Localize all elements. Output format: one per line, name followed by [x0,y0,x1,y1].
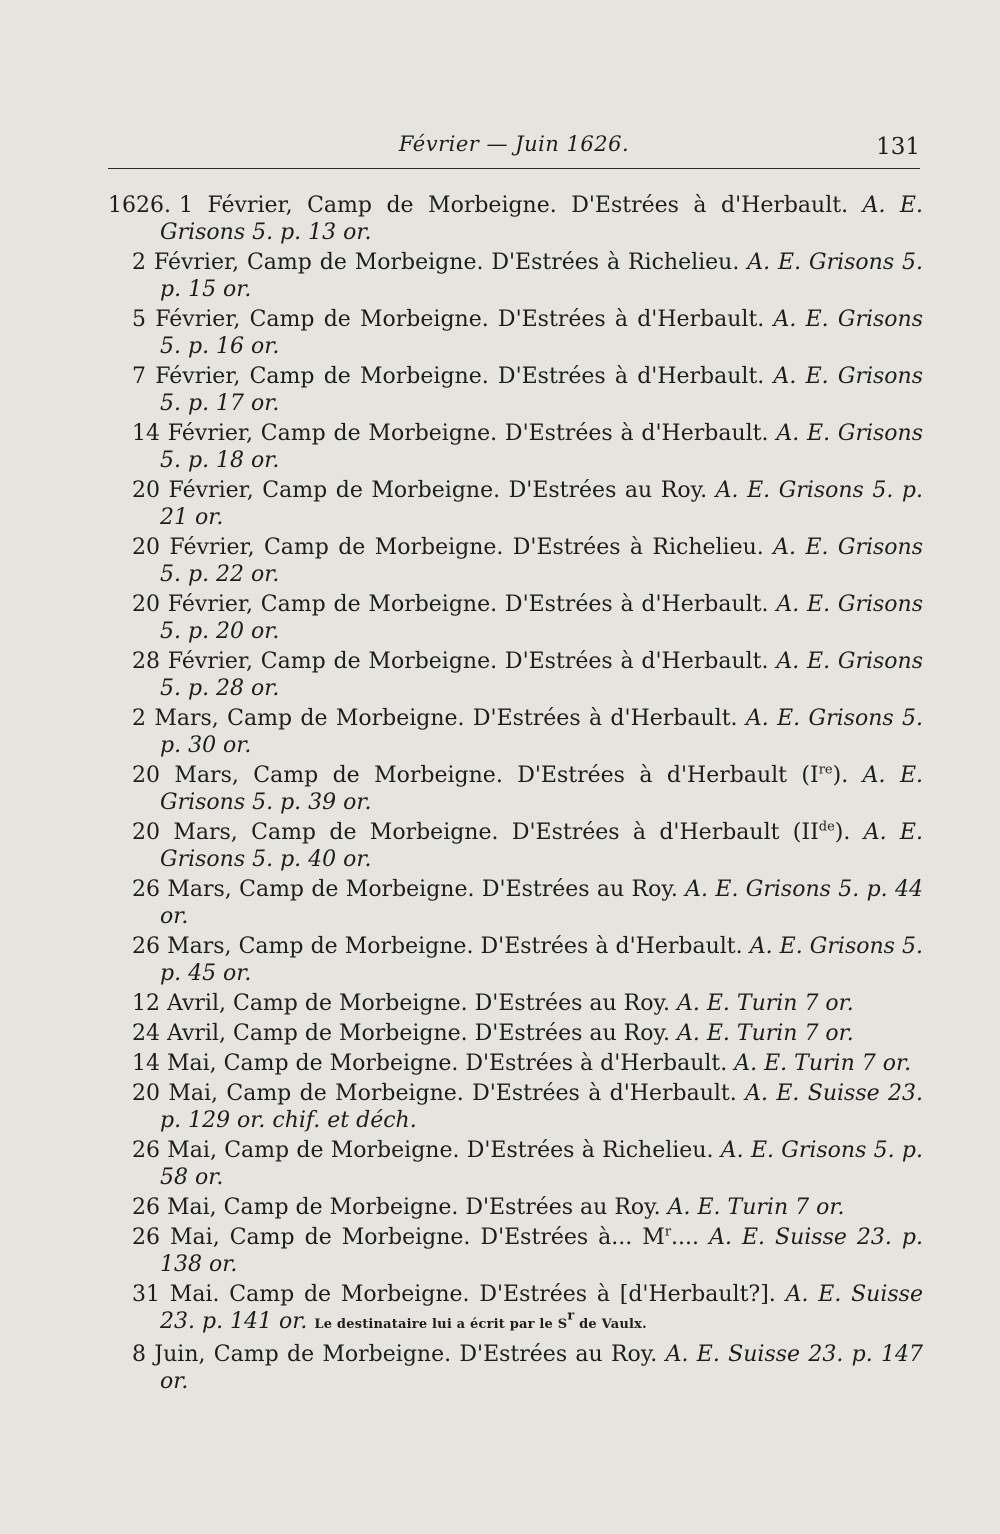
entry [108,363,923,417]
archive-reference: A. E. Turin 7 or. [734,1051,912,1076]
archive-reference: A. E. Grisons 5. p. 58 or. [160,1138,924,1190]
entry-text: 1 Février, Camp de Morbeigne. D'Estrées à d'Herbault. [178,193,849,218]
entry-text: 31 Mai. Camp de Morbeigne. D'Estrées à [d'Herbault?]. [132,1282,776,1307]
archive-reference: A. E. Grisons 5. p. 44 or. [160,877,923,929]
entry-text: 26 Mai, Camp de Morbeigne. D'Estrées à Richelieu. [132,1138,714,1163]
entry-text: 26 Mars, Camp de Morbeigne. D'Estrées au Roy. [132,877,678,902]
entry-text: 20 Février, Camp de Morbeigne. D'Estrées au Roy. [132,478,708,503]
entry-text: 8 Juin, Camp de Morbeigne. D'Estrées au Roy. [132,1342,658,1367]
entry [108,990,923,1017]
entry-text: 2 Février, Camp de Morbeigne. D'Estrées à Richelieu. [132,250,740,275]
entry [108,648,923,702]
entry [108,876,923,930]
archive-reference: A. E. Grisons 5. p. 17 or. [160,364,923,416]
entry [108,477,923,531]
entry [108,1341,923,1395]
archive-reference: A. E. Grisons 5. p. 15 or. [160,250,924,302]
entry-text: 14 Mai, Camp de Morbeigne. D'Estrées à d'Herbault. [132,1051,728,1076]
entry [108,933,923,987]
entry-superscript: de [818,819,835,835]
archive-reference: A. E. Grisons 5. p. 13 or. [160,193,923,245]
archive-reference: A. E. Grisons 5. p. 40 or. [160,820,923,872]
entry-text: 26 Mars, Camp de Morbeigne. D'Estrées à d'Herbault. [132,934,743,959]
entry-text: 7 Février, Camp de Morbeigne. D'Estrées à d'Herbault. [132,364,765,389]
archive-reference: A. E. Suisse 23. p. 138 or. [160,1225,924,1277]
entry [108,249,923,303]
archive-reference: A. E. Turin 7 or. [667,1195,845,1220]
entry-text: 2 Mars, Camp de Morbeigne. D'Estrées à d'Herbault. [132,706,738,731]
archive-reference: A. E. Suisse 23. p. 147 or. [160,1342,923,1394]
archive-reference: A. E. Grisons 5. p. 45 or. [160,934,924,986]
entry-text: 28 Février, Camp de Morbeigne. D'Estrées à d'Herbault. [132,649,769,674]
entry [108,591,923,645]
entry-text-after: ). [832,763,849,788]
entry [108,1080,923,1134]
entry [108,705,923,759]
entry-text: 20 Février, Camp de Morbeigne. D'Estrées à Richelieu. [132,535,764,560]
entry [108,306,923,360]
entry [108,1020,923,1047]
entry [108,1137,923,1191]
archive-reference: A. E. Turin 7 or. [676,1021,854,1046]
entry-note: Le destinataire lui a écrit par le S [314,1317,568,1332]
entry [108,1281,923,1338]
page-number: 131 [876,134,920,160]
entry [108,1224,923,1278]
archive-reference: A. E. Grisons 5. p. 28 or. [160,649,923,701]
entry-text-after: .... [671,1225,700,1250]
header-rule [108,168,920,169]
entry-text: 20 Mars, Camp de Morbeigne. D'Estrées à d'Herbault (I [132,763,819,788]
entry-text: 26 Mai, Camp de Morbeigne. D'Estrées à... M [132,1225,665,1250]
archive-reference: A. E. Grisons 5. p. 22 or. [160,535,924,587]
entry [108,819,923,873]
archive-reference: A. E. Turin 7 or. [676,991,854,1016]
archive-reference: A. E. Suisse 23. p. 129 or. chif. et déch. [160,1081,923,1133]
entry-text: 5 Février, Camp de Morbeigne. D'Estrées à d'Herbault. [132,307,765,332]
archive-reference: A. E. Grisons 5. p. 21 or. [160,478,923,530]
entry-text: 20 Mai, Camp de Morbeigne. D'Estrées à d'Herbault. [132,1081,737,1106]
entry [108,1050,923,1077]
page-header [108,132,920,172]
archive-reference: A. E. Grisons 5. p. 30 or. [160,706,923,758]
entry [108,1194,923,1221]
entry-year: 1626. [108,193,171,218]
entry-text: 20 Mars, Camp de Morbeigne. D'Estrées à d'Herbault (II [132,820,819,845]
entry-text: 24 Avril, Camp de Morbeigne. D'Estrées au Roy. [132,1021,670,1046]
entry-text: 12 Avril, Camp de Morbeigne. D'Estrées au Roy. [132,991,670,1016]
archive-reference: A. E. Grisons 5. p. 39 or. [160,763,923,815]
archive-reference: A. E. Suisse 23. p. 141 or. [160,1282,923,1334]
running-title: Février — Juin 1626. [398,132,630,156]
entry [108,192,923,246]
entry [108,762,923,816]
entry-text: 20 Février, Camp de Morbeigne. D'Estrées à d'Herbault. [132,592,769,617]
entry [108,534,923,588]
entry-note-superscript: r [567,1308,575,1324]
entry-superscript: re [818,762,833,778]
entry-note-after: de Vaulx. [574,1317,647,1332]
entry-text-after: ). [834,820,851,845]
entry-list [108,192,923,1398]
entry-superscript: r [664,1224,672,1240]
entry-text: 14 Février, Camp de Morbeigne. D'Estrées à d'Herbault. [132,421,769,446]
archive-reference: A. E. Grisons 5. p. 16 or. [160,307,923,359]
archive-reference: A. E. Grisons 5. p. 18 or. [160,421,923,473]
entry-text: 26 Mai, Camp de Morbeigne. D'Estrées au Roy. [132,1195,661,1220]
entry [108,420,923,474]
archive-reference: A. E. Grisons 5. p. 20 or. [160,592,923,644]
